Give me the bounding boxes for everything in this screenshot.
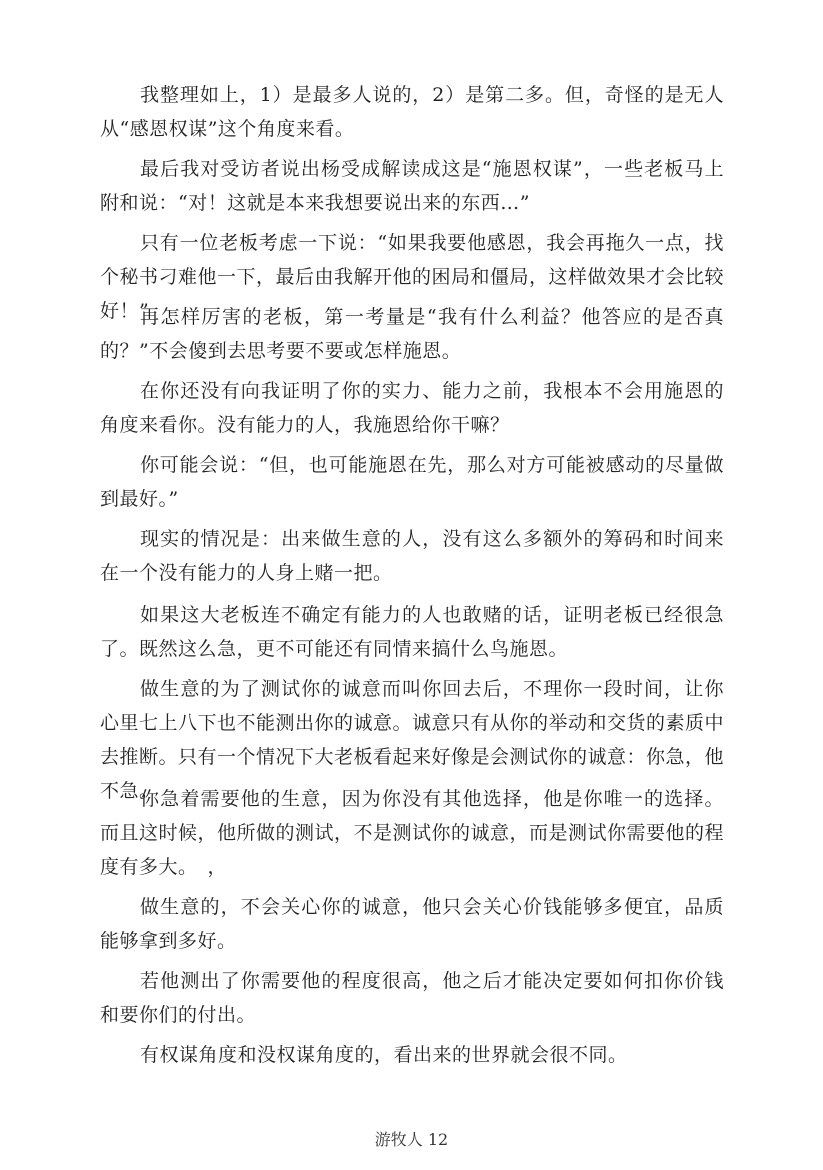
paragraph-6: 你可能会说：“但，也可能施恩在先，那么对方可能被感动的尽量做到最好。”: [100, 454, 724, 510]
paragraph-9: 做生意的为了测试你的诚意而叫你回去后，不理你一段时间，让你心里七上八下也不能测出你的诚意。诚意只有从你的举动和交货的素质中去推断。只有一个情况下大老板看起来好像是会测试你的诚意：你急，他不急。: [100, 678, 725, 802]
paragraph-13: 有权谋角度和没权谋角度的，看出来的世界就会很不同。: [140, 1044, 628, 1066]
paragraph-10: 你急着需要他的生意，因为你没有其他选择，他是你唯一的选择。而且这时候，他所做的测试，不是测试你的诚意，而是测试你需要他的程度有多大。 ，: [100, 788, 725, 878]
paragraph-11: 做生意的，不会关心你的诚意，他只会关心价钱能够多便宜，品质能够拿到多好。: [100, 896, 724, 952]
paragraph-7: 现实的情况是：出来做生意的人，没有这么多额外的筹码和时间来在一个没有能力的人身上赌一把。: [100, 528, 724, 584]
paragraph-1: 我整理如上，1）是最多人说的，2）是第二多。但，奇怪的是无人从“感恩权谋”这个角度来看。: [100, 84, 724, 140]
paragraph-8: 如果这大老板连不确定有能力的人也敢赌的话，证明老板已经很急了。既然这么急，更不可能还有同情来搞什么鸟施恩。: [100, 604, 724, 660]
paragraph-2: 最后我对受访者说出杨受成解读成这是“施恩权谋”，一些老板马上附和说：“对！这就是本来我想要说出来的东西…”: [100, 158, 724, 214]
paragraph-5: 在你还没有向我证明了你的实力、能力之前，我根本不会用施恩的角度来看你。没有能力的人，我施恩给你干嘛？: [100, 380, 724, 436]
paragraph-12: 若他测出了你需要他的程度很高，他之后才能决定要如何扣你价钱和要你们的付出。: [100, 970, 724, 1026]
paragraph-3: 只有一位老板考虑一下说：“如果我要他感恩，我会再拖久一点，找个秘书刁难他一下，最后由我解开他的困局和僵局，这样做效果才会比较好！”: [100, 232, 725, 322]
page-footer: 游牧人 12: [374, 1130, 449, 1149]
paragraph-4: 再怎样厉害的老板，第一考量是“我有什么利益？他答应的是否真的？”不会傻到去思考要不要或怎样施恩。: [100, 306, 724, 362]
